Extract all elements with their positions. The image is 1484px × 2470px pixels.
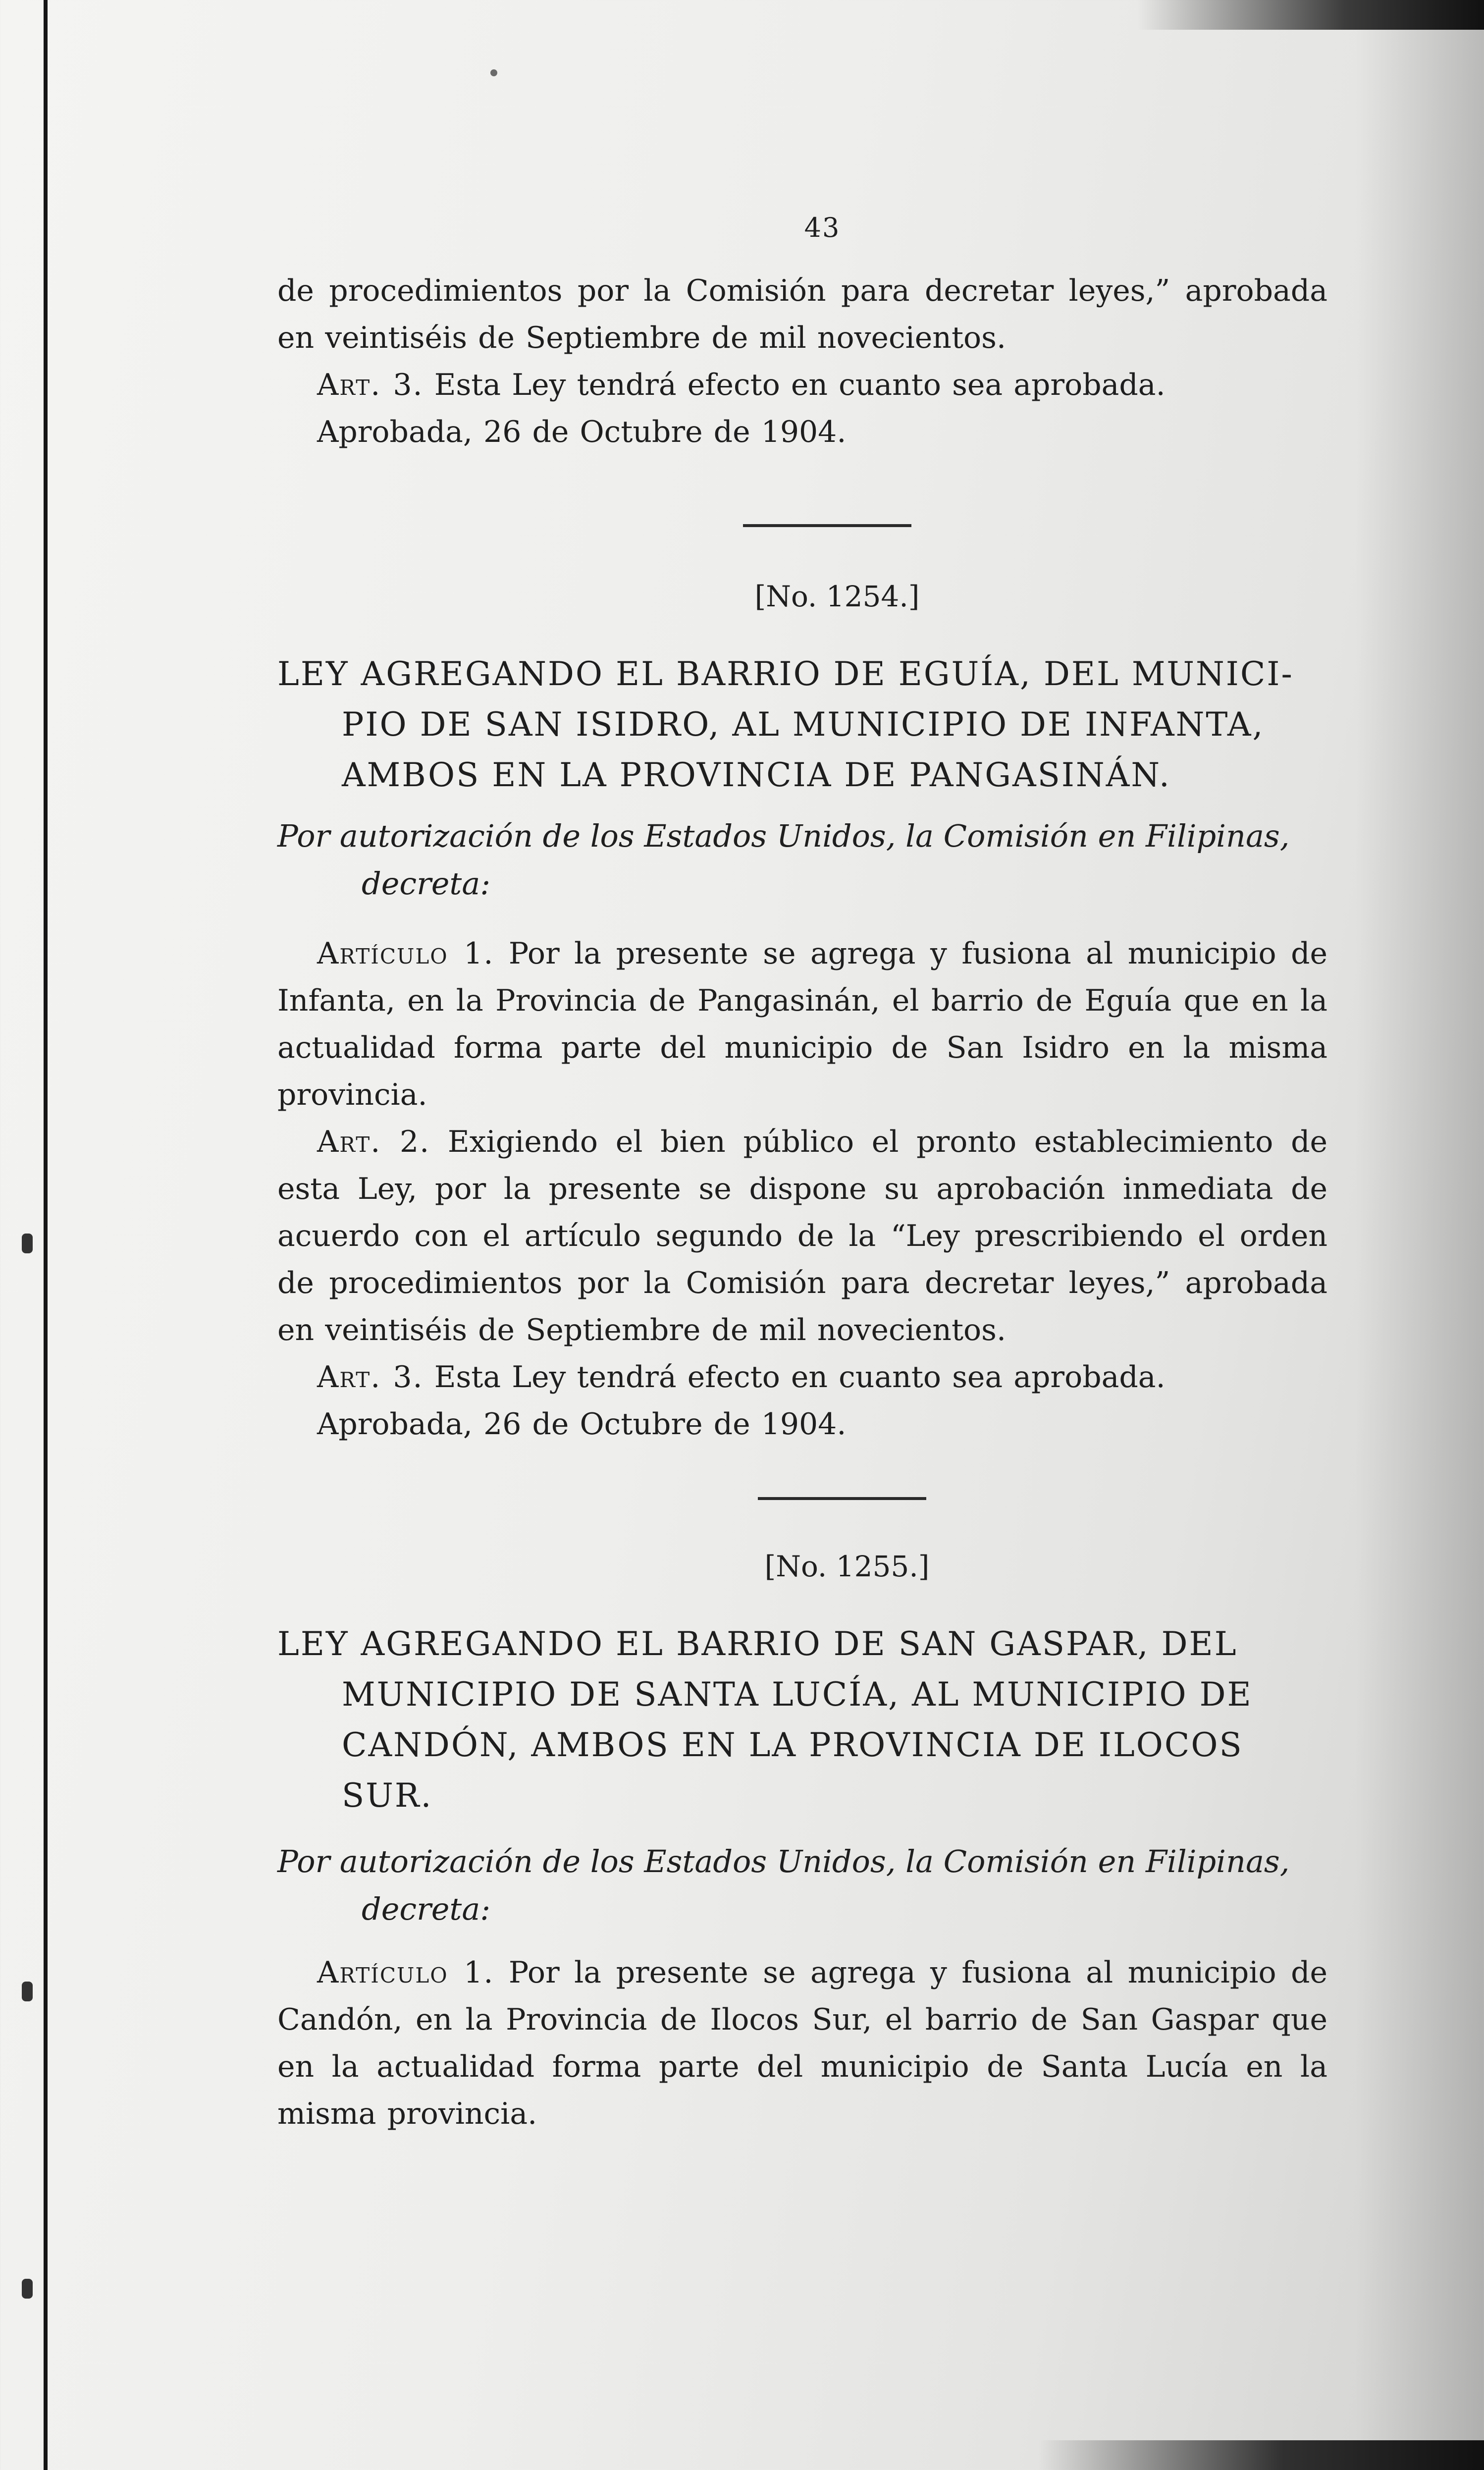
continuation-approval: Aprobada, 26 de Octubre de 1904. <box>317 415 847 449</box>
enacting-decreta: decreta: <box>362 1891 491 1927</box>
article-1 <box>277 1949 1327 2138</box>
article-text: Esta Ley tendrá efecto en cuanto sea aprobada. <box>434 1360 1166 1395</box>
article-label: Art. 3. <box>317 368 424 402</box>
act-title-line: LEY AGREGANDO EL BARRIO DE EGUÍA, DEL MUNICI- <box>277 655 1294 693</box>
scan-bottom-shadow <box>1038 2440 1484 2470</box>
article-2 <box>277 1119 1327 1354</box>
act-title-line: SUR. <box>342 1776 433 1815</box>
article-text: Exigiendo el bien público el pronto establecimiento de esta Ley, por la presente se dispone su aprobación inmediata de acuerdo con el artículo segundo de la “Ley prescribiendo el orden de procedimientos por la Comisión para decretar leyes,” aprobada en veintiséis de Septiembre de mil novecientos. <box>277 1125 1328 1347</box>
article-label: Art. 2. <box>317 1125 430 1159</box>
section-divider <box>758 1497 926 1500</box>
act-title-line: AMBOS EN LA PROVINCIA DE PANGASINÁN. <box>342 756 1171 794</box>
enacting-line: Por autorización de los Estados Unidos, la Comisión en Filipinas, <box>277 1843 1290 1879</box>
article-label: Artículo 1. <box>317 1955 494 1990</box>
act-body <box>277 930 1327 1448</box>
enacting-clause <box>277 1838 1337 1933</box>
article-label: Art. 3. <box>317 1360 424 1395</box>
scan-mark <box>22 2279 33 2299</box>
page-number: 43 <box>804 212 841 243</box>
approval-date: Aprobada, 26 de Octubre de 1904. <box>317 1407 847 1442</box>
continuation-art3 <box>277 362 1327 409</box>
article-1 <box>277 930 1327 1119</box>
scan-mark <box>22 1982 33 2001</box>
act-title-line: PIO DE SAN ISIDRO, AL MUNICIPIO DE INFANTA, <box>342 705 1265 744</box>
continuation-paragraph: de procedimientos por la Comisión para decretar leyes,” aprobada en veintiséis de Septiembre de mil novecientos. <box>277 273 1327 355</box>
continuation-block <box>277 268 1327 456</box>
act-title-line: CANDÓN, AMBOS EN LA PROVINCIA DE ILOCOS <box>342 1726 1243 1764</box>
article-text: Por la presente se agrega y fusiona al municipio de Infanta, en la Provincia de Pangasinán, el barrio de Eguía que en la actualidad forma parte del municipio de San Isidro en la misma provincia. <box>277 936 1327 1112</box>
article-text: Esta Ley tendrá efecto en cuanto sea aprobada. <box>434 368 1166 402</box>
scan-mark <box>22 1234 33 1253</box>
enacting-line: Por autorización de los Estados Unidos, la Comisión en Filipinas, <box>277 818 1290 854</box>
act-title <box>277 649 1327 801</box>
act-number: [No. 1255.] <box>764 1550 930 1583</box>
article-3 <box>277 1354 1327 1401</box>
article-text: Por la presente se agrega y fusiona al municipio de Candón, en la Provincia de Ilocos Sur, el barrio de San Gaspar que en la actualidad forma parte del municipio de Santa Lucía en la misma provincia. <box>277 1955 1327 2131</box>
scan-top-shadow <box>1137 0 1484 30</box>
act-title-line: LEY AGREGANDO EL BARRIO DE SAN GASPAR, DEL <box>277 1625 1238 1663</box>
scan-speck <box>490 69 497 76</box>
act-body <box>277 1949 1327 2138</box>
act-title-line: MUNICIPIO DE SANTA LUCÍA, AL MUNICIPIO DE <box>342 1675 1253 1714</box>
page-edge-shadow <box>1355 0 1484 2470</box>
enacting-decreta: decreta: <box>362 865 491 902</box>
enacting-clause <box>277 812 1337 908</box>
act-number: [No. 1254.] <box>754 580 920 613</box>
act-title <box>277 1619 1327 1821</box>
scan-left-border <box>44 0 48 2470</box>
section-divider <box>743 524 911 527</box>
article-label: Artículo 1. <box>317 936 494 971</box>
